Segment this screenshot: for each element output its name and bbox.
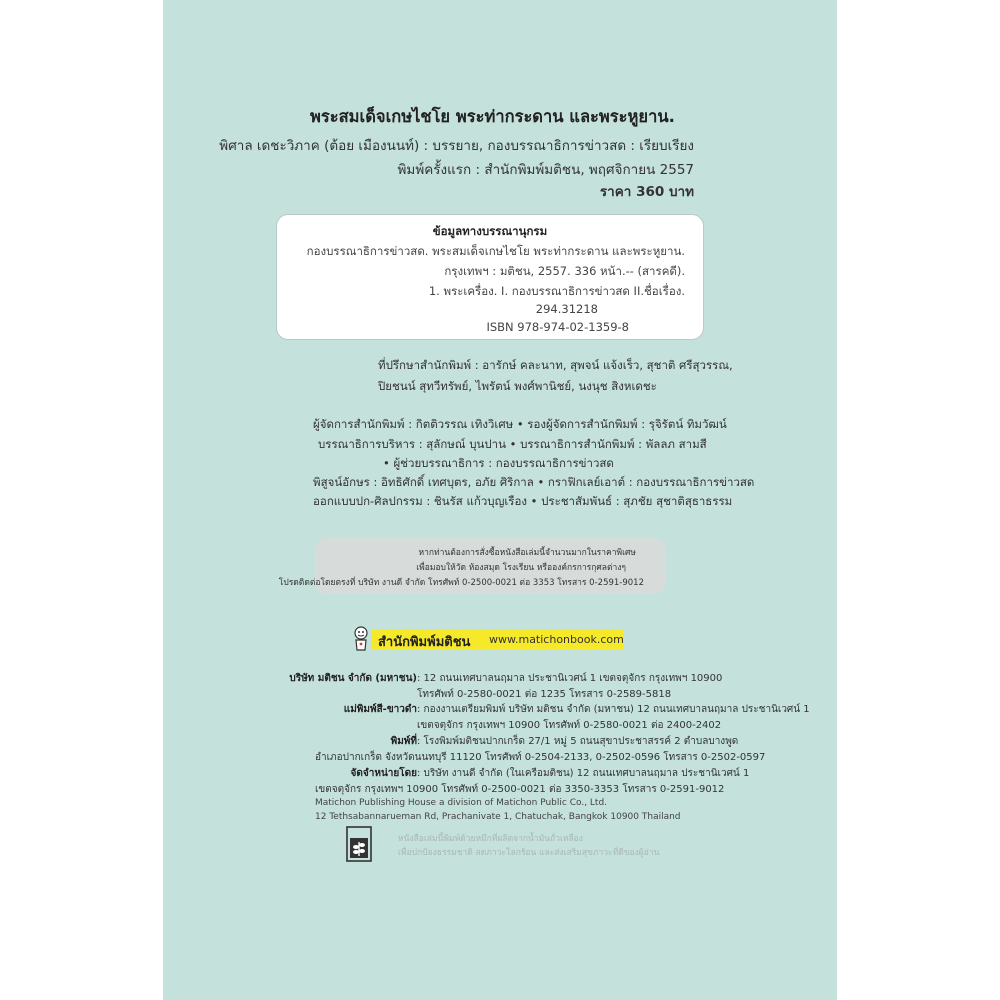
address-line: : 12 ถนนเทศบาลนฤมาล ประชานิเวศน์ 1 เขตจตุจักร กรุงเทพฯ 10900 (417, 673, 723, 684)
staff-line: พิสูจน์อักษร : อิทธิศักดิ์ เทศบุตร, อภัย ศิริกาล • กราฟิกเลย์เอาต์ : กองบรรณาธิการข่าวสด (313, 475, 755, 489)
publisher-banner (371, 629, 623, 649)
english-imprint-line: 12 Tethsabannarueman Rd, Prachanivate 1, Chatuchak, Bangkok 10900 Thailand (315, 812, 681, 822)
matichon-mascot-icon (352, 626, 370, 652)
book-title: พระสมเด็จเกษไชโย พระท่ากระดาน และพระหูยาน. (310, 107, 675, 126)
bulk-order-notice (278, 538, 666, 594)
catalog-line: 1. พระเครื่อง. I. กองบรรณาธิการข่าวสด II.ชื่อเรื่อง. (428, 284, 685, 298)
paper-note-line: หนังสือเล่มนี้พิมพ์ด้วยหมึกที่ผลิตจากน้ำมันถั่วเหลือง (398, 834, 583, 844)
advisors-line: ที่ปรึกษาสำนักพิมพ์ : อารักษ์ คละนาท, สุพจน์ แจ้งเร็ว, สุชาติ ศรีสุวรรณ, (378, 358, 733, 372)
address-label: พิมพ์ที่ (390, 736, 417, 747)
advisors-line: ปิยชนน์ สุทวีทรัพย์, ไพรัตน์ พงศ์พานิชย์, นงนุช สิงหเดชะ (378, 379, 657, 393)
address-label: จัดจำหน่ายโดย (350, 768, 417, 779)
catalog-classification: 294.31218 (535, 302, 598, 316)
notice-line: หากท่านต้องการสั่งซื้อหนังสือเล่มนี้จำนวนมากในราคาพิเศษ (418, 548, 636, 558)
address-line: : โรงพิมพ์มติชนปากเกร็ด 27/1 หมู่ 5 ถนนสุขาประชาสรรค์ 2 ตำบลบางพูด (417, 736, 739, 747)
publisher-name: สำนักพิมพ์มติชน (378, 635, 471, 650)
address-label: แม่พิมพ์สี-ขาวดำ (343, 704, 417, 715)
staff-line: บรรณาธิการบริหาร : สุลักษณ์ บุนปาน • บรรณาธิการสำนักพิมพ์ : พัลลภ สามสี (318, 437, 707, 451)
address-line: เขตจตุจักร กรุงเทพฯ 10900 โทรศัพท์ 0-2500-0021 ต่อ 3350-3353 โทรสาร 0-2591-9012 (315, 784, 725, 795)
address-label: บริษัท มติชน จำกัด (มหาชน) (289, 673, 417, 684)
address-line: เขตจตุจักร กรุงเทพฯ 10900 โทรศัพท์ 0-2580-0021 ต่อ 2400-2402 (417, 720, 722, 731)
staff-line: ผู้จัดการสำนักพิมพ์ : กิตติวรรณ เทิงวิเศษ • รองผู้จัดการสำนักพิมพ์ : รุจิรัตน์ ทิมวัฒน์ (313, 417, 727, 431)
catalog-line: กรุงเทพฯ : มติชน, 2557. 336 หน้า.-- (สารคดี). (444, 264, 685, 278)
price-line: ราคา 360 บาท (599, 184, 694, 200)
address-line: อำเภอปากเกร็ด จังหวัดนนทบุรี 11120 โทรศัพท์ 0-2504-2133, 0-2502-0596 โทรสาร 0-2502-0597 (315, 752, 766, 763)
catalog-box (276, 214, 704, 340)
english-imprint-line: Matichon Publishing House a division of Matichon Public Co., Ltd. (315, 798, 608, 808)
address-line: โทรศัพท์ 0-2580-0021 ต่อ 1235 โทรสาร 0-2589-5818 (417, 689, 672, 700)
soy-ink-leaf-icon (346, 826, 372, 862)
staff-line: ออกแบบปก-ศิลปกรรม : ชินรัส แก้วบุญเรือง • ประชาสัมพันธ์ : สุภชัย สุชาติสุธาธรรม (313, 494, 733, 508)
address-line: : บริษัท งานดี จำกัด (ในเครือมติชน) 12 ถนนเทศบาลนฤมาล ประชานิเวศน์ 1 (417, 768, 750, 779)
first-print-line: พิมพ์ครั้งแรก : สำนักพิมพ์มติชน, พฤศจิกายน 2557 (397, 162, 694, 178)
catalog-isbn: ISBN 978-974-02-1359-8 (486, 320, 629, 334)
catalog-heading: ข้อมูลทางบรรณานุกรม (432, 224, 548, 238)
publisher-url[interactable]: www.matichonbook.com (489, 633, 624, 646)
catalog-line: กองบรรณาธิการข่าวสด. พระสมเด็จเกษไชโย พระท่ากระดาน และพระหูยาน. (306, 244, 685, 258)
notice-line: เพื่อมอบให้วัด ห้องสมุด โรงเรียน หรือองค์กรการกุศลต่างๆ (416, 563, 626, 573)
address-line: : กองงานเตรียมพิมพ์ บริษัท มติชน จำกัด (มหาชน) 12 ถนนเทศบาลนฤมาล ประชานิเวศน์ 1 (417, 704, 810, 715)
credits-line: พิศาล เดชะวิภาค (ต้อย เมืองนนท์) : บรรยาย, กองบรรณาธิการข่าวสด : เรียบเรียง (219, 138, 694, 154)
paper-note-line: เพื่อปกป้องธรรมชาติ ลดภาวะโลกร้อน และส่งเสริมสุขภาวะที่ดีของผู้อ่าน (398, 848, 660, 858)
notice-line: โปรดติดต่อโดยตรงที่ บริษัท งานดี จำกัด โทรศัพท์ 0-2500-0021 ต่อ 3353 โทรสาร 0-2591-9012 (278, 578, 644, 588)
staff-line: • ผู้ช่วยบรรณาธิการ : กองบรรณาธิการข่าวสด (383, 456, 614, 470)
